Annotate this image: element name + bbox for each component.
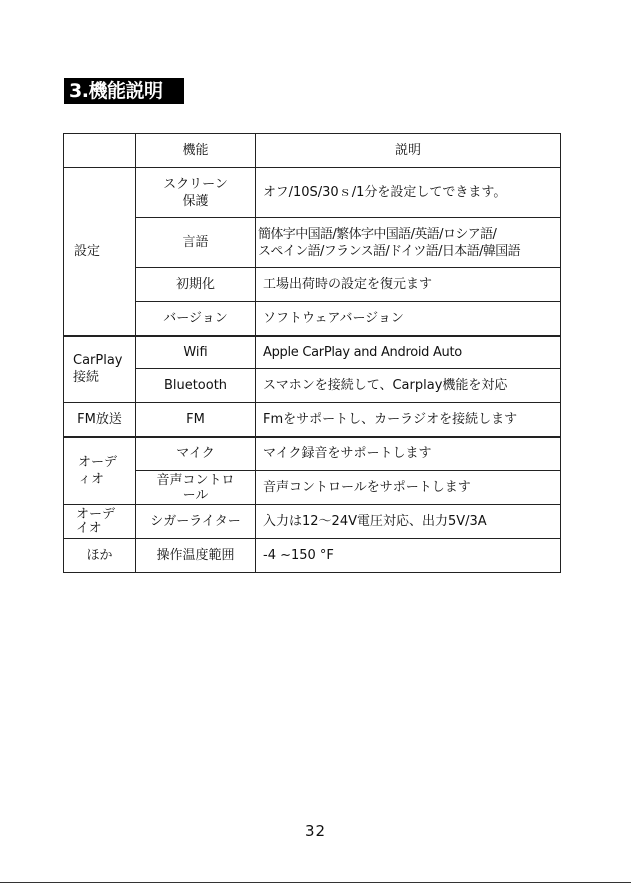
function-cell: シガーライター: [136, 505, 256, 539]
category-carplay: CarPlay 接続: [64, 336, 136, 403]
function-cell: Wifi: [136, 336, 256, 369]
function-cell: 初期化: [136, 268, 256, 302]
function-cell: Bluetooth: [136, 369, 256, 403]
page-number: 32: [304, 822, 327, 840]
description-cell: Fmをサポートし、カーラジオを接続します: [256, 403, 561, 437]
header-empty-cell: [64, 134, 136, 168]
category-audio: オーデ ィオ: [64, 437, 136, 505]
description-cell: スマホンを接続して、Carplay機能を対応: [256, 369, 561, 403]
table-row: [64, 218, 561, 268]
table-row: [64, 471, 561, 505]
description-cell: 入力は12～24V電圧対応、出力5V/3A: [256, 505, 561, 539]
function-cell: バージョン: [136, 302, 256, 336]
table-row: [64, 437, 561, 471]
header-function: 機能: [136, 134, 256, 168]
table-row: [64, 268, 561, 302]
function-cell: スクリーン 保護: [136, 168, 256, 218]
function-table: [63, 133, 561, 573]
function-cell: FM: [136, 403, 256, 437]
function-cell: マイク: [136, 437, 256, 471]
description-cell: 簡体字中国語/繁体字中国語/英語/ロシア語/ スペイン語/フランス語/ドイツ語/日本語/韓国語: [256, 218, 561, 268]
table-header-row: [64, 134, 561, 168]
table-row: [64, 168, 561, 218]
description-cell: Apple CarPlay and Android Auto: [256, 336, 561, 369]
table-row: [64, 505, 561, 539]
description-cell: ソフトウェアバージョン: [256, 302, 561, 336]
table-row: [64, 403, 561, 437]
category-settings: 設定: [64, 168, 136, 336]
description-cell: オフ/10S/30ｓ/1分を設定してできます。: [256, 168, 561, 218]
description-cell: -4 ~150 °F: [256, 539, 561, 573]
section-heading: 3.機能説明: [64, 78, 184, 104]
table-row: [64, 539, 561, 573]
function-cell: 操作温度範囲: [136, 539, 256, 573]
function-cell: 音声コントロ ール: [136, 471, 256, 505]
header-description: 説明: [256, 134, 561, 168]
function-cell: 言語: [136, 218, 256, 268]
description-cell: 工場出荷時の設定を復元ます: [256, 268, 561, 302]
category-audio-2: オーデ イオ: [64, 505, 136, 539]
table-row: [64, 369, 561, 403]
description-cell: マイク録音をサポートします: [256, 437, 561, 471]
description-cell: 音声コントロールをサポートします: [256, 471, 561, 505]
category-fm: FM放送: [64, 403, 136, 437]
table-row: [64, 336, 561, 369]
table-row: [64, 302, 561, 336]
category-other: ほか: [64, 539, 136, 573]
